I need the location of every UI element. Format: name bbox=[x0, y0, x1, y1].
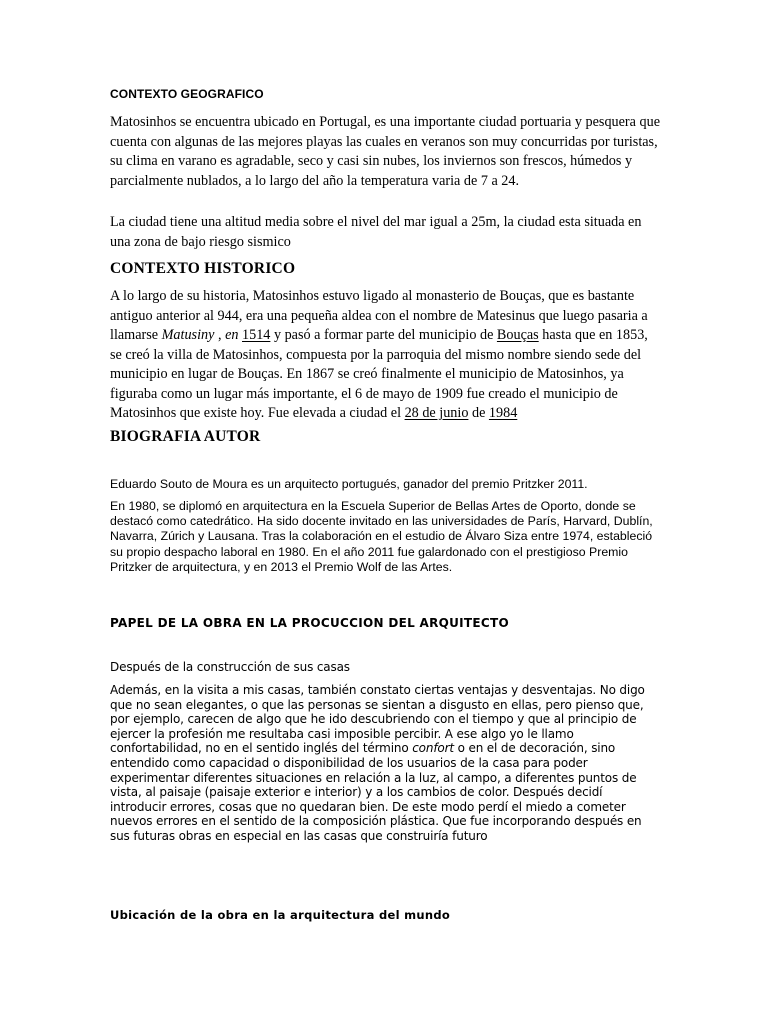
historico-text-5: hasta que en 1853, se creó la villa de Matosinhos, compuesta por la parroquia del mismo nombre siendo sede del municipio en lugar de Bouças. En 1867 se creó finalmente el municipio de Matosinhos, ya figuraba como un lugar más importante, el 6 de mayo de 1909 fue creado el municipio de Matosinhos que existe hoy. Fue elevada a ciudad el bbox=[110, 327, 648, 421]
paragraph-papel-2 bbox=[110, 683, 662, 844]
link-1984[interactable]: 1984 bbox=[488, 405, 518, 421]
paragraph-biografia-2: En 1980, se diplomó en arquitectura en la Escuela Superior de Bellas Artes de Oporto, donde se destacó como catedrático. Ha sido docente invitado en las universidades de París, Harvard, Dublín, Navarra, Zúrich y Lausana. Tras la colaboración en el estudio de Álvaro Siza entre 1974, estableció su propio despacho laboral en 1980. En el año 2011 fue galardonado con el prestigioso Premio Pritzker de arquitectura, y en 2013 el Premio Wolf de las Artes. bbox=[110, 499, 653, 574]
matusiny-text: Matusiny bbox=[161, 327, 215, 343]
historico-text-6: de bbox=[468, 405, 489, 421]
link-boucas[interactable]: Bouças bbox=[496, 327, 539, 343]
paragraph-geografico-2: La ciudad tiene una altitud media sobre el nivel del mar igual a 25m, la ciudad esta situada en una zona de bajo riesgo sismico bbox=[110, 214, 642, 250]
link-1514[interactable]: 1514 bbox=[242, 327, 271, 343]
paragraph-papel-1: Después de la construcción de sus casas bbox=[110, 660, 350, 674]
historico-text-4: y pasó a formar parte del municipio de bbox=[270, 327, 497, 343]
papel-text-2: o en el de decoración, sino entendido como capacidad o disponibilidad de los usuarios de la casa para poder experimentar diferentes situaciones en relación a la luz, al campo, a diferentes puntos de vista, al paisaje (paisaje exterior e interior) y a los cambios de color. Después decidí introducir errores, cosas que no quedaran bien. De este modo perdí el miedo a cometer nuevos errores en el sentido de la composición plástica. Que fue incorporando después en sus futuras obras en especial en las casas que construiría futuro bbox=[110, 741, 642, 843]
paragraph-geografico-1: Matosinhos se encuentra ubicado en Portugal, es una importante ciudad portuaria y pesquera que cuenta con algunas de las mejores playas las cuales en veranos son muy concurridas por turistas, su clima en varano es agradable, seco y casi sin nubes, los inviernos son frescos, húmedos y parcialmente nublados, a lo largo del año la temperatura varia de 7 a 24. bbox=[110, 114, 660, 189]
heading-papel-de-la-obra: PAPEL DE LA OBRA EN LA PROCUCCION DEL ARQUITECTO bbox=[110, 616, 510, 630]
link-28-de-junio[interactable]: 28 de junio bbox=[404, 405, 469, 421]
paragraph-historico bbox=[110, 287, 662, 424]
confort-text: confort bbox=[412, 741, 454, 756]
historico-text-2: , bbox=[214, 327, 226, 343]
heading-ubicacion-de-la-obra: Ubicación de la obra en la arquitectura del mundo bbox=[110, 908, 451, 922]
en-text: en bbox=[225, 327, 239, 343]
historico-text-1: A lo largo de su historia, Matosinhos estuvo ligado al monasterio de Bouças, que es bastante antiguo anterior al 944, era una pequeña aldea con el nombre de Matesinus que luego pasaria a llamarse bbox=[110, 288, 648, 343]
papel-text-1: Además, en la visita a mis casas, también constato ciertas ventajas y desventajas. No digo que no sean elegantes, o que las personas se sientan a disgusto en ellas, pero pienso que, por ejemplo, carecen de algo que he ido descubriendo con el tiempo y que al principio de ejercer la profesión me resultaba casi imposible percibir. A ese algo yo le llamo confortabilidad, no en el sentido inglés del término bbox=[110, 683, 645, 756]
paragraph-biografia-1: Eduardo Souto de Moura es un arquitecto portugués, ganador del premio Pritzker 2011. bbox=[110, 477, 588, 491]
heading-biografia-autor: BIOGRAFIA AUTOR bbox=[110, 428, 261, 445]
heading-contexto-geografico: CONTEXTO GEOGRAFICO bbox=[110, 87, 264, 101]
heading-contexto-historico: CONTEXTO HISTORICO bbox=[110, 260, 296, 277]
